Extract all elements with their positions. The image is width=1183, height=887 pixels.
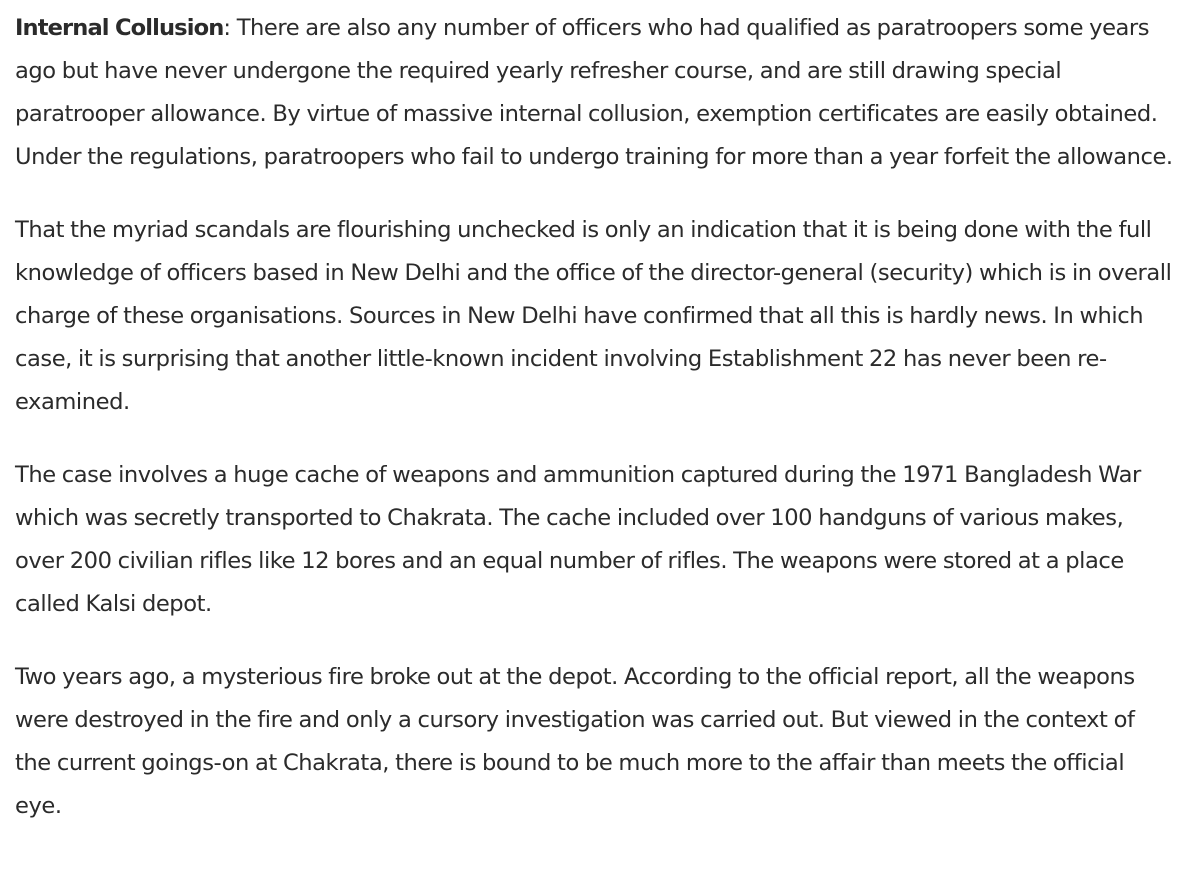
paragraph-lead-heading: Internal Collusion — [15, 15, 224, 41]
paragraph-text: Two years ago, a mysterious fire broke out at the depot. According to the official report, all the weapons were destroyed in the fire and only a cursory investigation was carried out. But viewed in the context of the current goings-on at Chakrata, there is bound to be much more to the affair than meets the official eye. — [15, 664, 1135, 819]
lead-separator: : — [223, 15, 231, 41]
paragraph-text: That the myriad scandals are flourishing unchecked is only an indication that it is being done with the full knowledge of officers based in New Delhi and the office of the director-general (security) which is in overall charge of these organisations. Sources in New Delhi have confirmed that all this is hardly news. In which case, it is surprising that another little-known incident involving Establishment 22 has never been re-examined. — [15, 217, 1172, 415]
paragraph-depot-fire — [15, 656, 1175, 828]
paragraph-scandals — [15, 209, 1175, 424]
paragraph-text: The case involves a huge cache of weapons and ammunition captured during the 1971 Bangladesh War which was secretly transported to Chakrata. The cache included over 100 handguns of various makes, over 200 civilian rifles like 12 bores and an equal number of rifles. The weapons were stored at a place called Kalsi depot. — [15, 462, 1141, 617]
paragraph-internal-collusion — [15, 7, 1175, 179]
article-body — [15, 7, 1175, 858]
paragraph-weapons-cache — [15, 454, 1175, 626]
paragraph-text: There are also any number of officers who had qualified as paratroopers some years ago but have never undergone the required yearly refresher course, and are still drawing special paratrooper allowance. By virtue of massive internal collusion, exemption certificates are easily obtained. Under the regulations, paratroopers who fail to undergo training for more than a year forfeit the allowance. — [15, 15, 1173, 170]
